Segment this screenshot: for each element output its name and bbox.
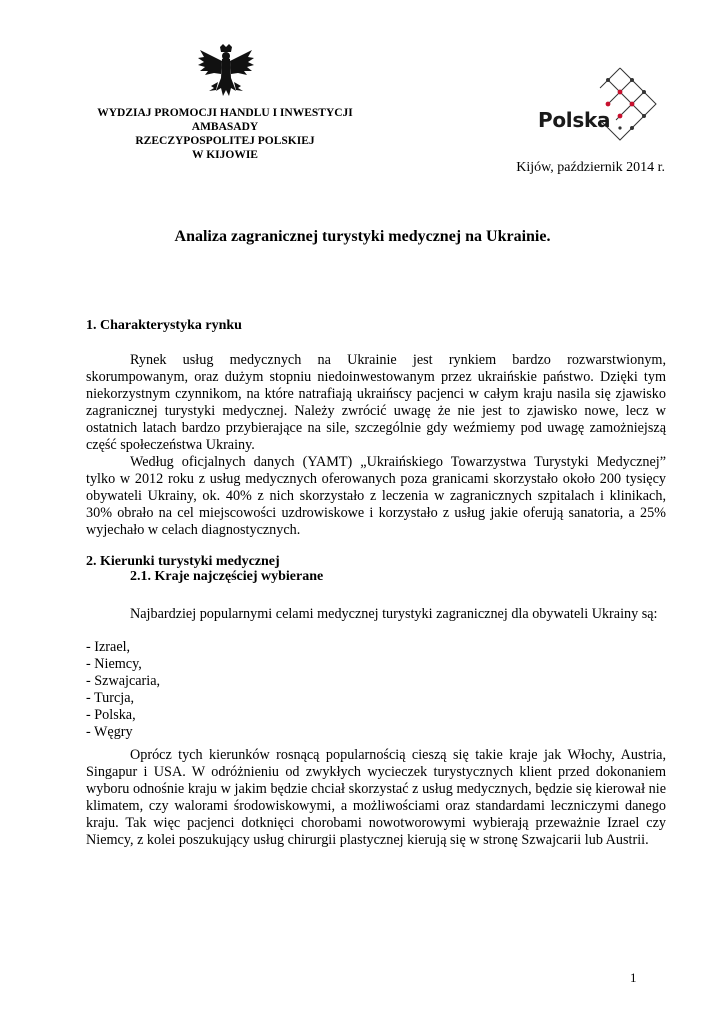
section-1-paragraph-1: Rynek usług medycznych na Ukrainie jest rynkiem bardzo rozwarstwionym, skorumpowanym, oraz dużym stopniu niedoinwestowanym przez ukraińskie państwo. Dzięki tym niekorzystnym czynnikom, na które natrafiają ukraińscy pacjenci w całym kraju nasila się zjawisko zagranicznej turystyki medycznej. Należy zwrócić uwagę że nie jest to zjawisko nowe, lecz w ostatnich latach bardzo przybierające na sile, szczególnie gdy weźmiemy pod uwagę zamożniejszą część społeczeństwa Ukrainy. bbox=[86, 352, 666, 453]
list-item: - Turcja, bbox=[86, 690, 135, 706]
country-list bbox=[86, 639, 160, 741]
organization-header bbox=[70, 106, 380, 162]
org-line-3: RZECZYPOSPOLITEJ POLSKIEJ bbox=[135, 135, 315, 147]
section-2-intro: Najbardziej popularnymi celami medycznej turystyki zagranicznej dla obywateli Ukrainy są: bbox=[130, 606, 658, 622]
list-item: - Izrael, bbox=[86, 639, 131, 655]
document-title: Analiza zagranicznej turystyki medycznej na Ukrainie. bbox=[174, 228, 551, 245]
polish-eagle-emblem-icon bbox=[196, 44, 256, 102]
list-item: - Niemcy, bbox=[86, 656, 142, 672]
section-2-heading: 2. Kierunki turystyki medycznej bbox=[86, 554, 280, 569]
page-number: 1 bbox=[630, 970, 637, 985]
org-line-1: WYDZIAJ PROMOCJI HANDLU I INWESTYCJI bbox=[97, 107, 353, 119]
place-date: Kijów, październik 2014 r. bbox=[516, 160, 665, 175]
polska-logo-kite-icon bbox=[538, 64, 660, 144]
section-2-1-subheading: 2.1. Kraje najczęściej wybierane bbox=[130, 569, 324, 584]
section-2-paragraph: Oprócz tych kierunków rosnącą popularnością cieszą się takie kraje jak Włochy, Austria, Singapur i USA. W odróżnieniu od zwykłych wycieczek turystycznych klient przed dokonaniem wyboru odnośnie kraju w jakim będzie chciał skorzystać z usług medycznych, będzie się kierował nie klimatem, czy walorami środowiskowymi, a możliwościami oraz standardami leczniczymi danego kraju. Tak więc pacjenci dotknięci chorobami nowotworowymi wybierają przeważnie Izrael czy Niemcy, z kolei poszukujący usług chirurgii plastycznej kierują się w stronę Szwajcarii lub Austrii. bbox=[86, 747, 666, 848]
section-1-body bbox=[86, 352, 666, 539]
polska-logo bbox=[538, 64, 660, 144]
section-1-paragraph-2: Według oficjalnych danych (YAMT) „Ukraińskiego Towarzystwa Turystyki Medycznej” tylko w 2012 roku z usług medycznych oferowanych poza granicami skorzystało około 200 tysięcy obywateli Ukrainy, ok. 40% z nich skorzystało z leczenia w zagranicznych szpitalach i klinikach, 30% obrało na cel miejscowości uzdrowiskowe i korzystało z usług jakie oferują sanatoria, a 25% wyjechało w celach diagnostycznych. bbox=[86, 454, 666, 538]
org-line-2: AMBASADY bbox=[191, 121, 259, 133]
section-1-heading: 1. Charakterystyka rynku bbox=[86, 318, 242, 333]
org-line-4: W KIJOWIE bbox=[192, 149, 258, 161]
list-item: - Szwajcaria, bbox=[86, 673, 161, 689]
list-item: - Polska, bbox=[86, 707, 136, 723]
list-item: - Węgry bbox=[86, 724, 133, 740]
polska-logo-text: Polska bbox=[538, 108, 611, 132]
